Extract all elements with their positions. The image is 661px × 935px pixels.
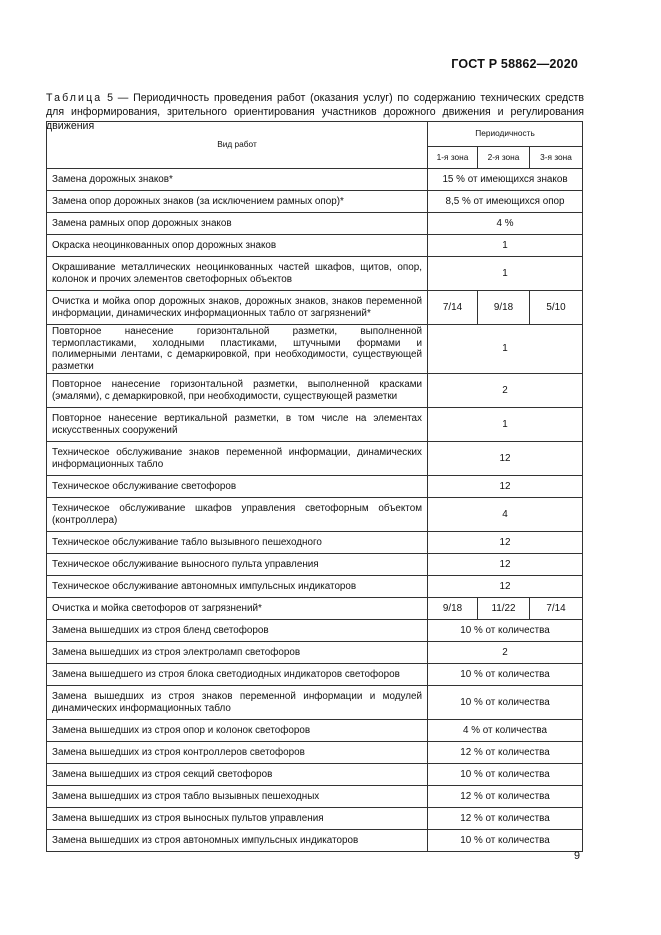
work-type-cell: Замена вышедших из строя контроллеров светофоров [47,742,428,764]
zone-1-value-cell: 9/18 [428,598,478,620]
table-row [47,554,583,576]
table-row [47,213,583,235]
work-type-cell: Замена вышедших из строя секций светофоров [47,764,428,786]
work-type-cell: Замена опор дорожных знаков (за исключением рамных опор)* [47,191,428,213]
table-row [47,620,583,642]
work-type-cell: Замена вышедших из строя бленд светофоров [47,620,428,642]
table-row [47,408,583,442]
periodicity-table [46,121,583,852]
column-header-zone-3: 3-я зона [530,147,583,169]
periodicity-value-cell: 12 [428,532,583,554]
table-row [47,325,583,374]
periodicity-value-cell: 10 % от количества [428,664,583,686]
zone-3-value-cell: 7/14 [530,598,583,620]
caption-number: 5 [107,92,113,104]
column-header-zone-2: 2-я зона [478,147,530,169]
table-body [47,169,583,852]
table-row [47,476,583,498]
work-type-cell: Замена вышедших из строя автономных импульсных индикаторов [47,830,428,852]
work-type-cell: Замена вышедших из строя опор и колонок светофоров [47,720,428,742]
table-row [47,642,583,664]
work-type-cell: Окрашивание металлических неоцинкованных частей шкафов, щитов, опор, колонок и прочих элементов светофорных объектов [47,257,428,291]
table-row [47,191,583,213]
periodicity-value-cell: 12 [428,554,583,576]
table-row [47,808,583,830]
work-type-cell: Повторное нанесение горизонтальной разметки, выполненной красками (эмалями), с демаркировкой, при необходимости, существующей разметки [47,374,428,408]
table-row [47,291,583,325]
column-header-work: Вид работ [47,122,428,169]
periodicity-value-cell: 12 % от количества [428,786,583,808]
work-type-cell: Повторное нанесение горизонтальной разметки, выполненной термопластиками, холодными пластиками, штучными формами и полимерными лентами, с демаркировкой, при необходимости, существующей разметки [47,325,428,374]
periodicity-value-cell: 10 % от количества [428,830,583,852]
periodicity-value-cell: 10 % от количества [428,686,583,720]
table-row [47,598,583,620]
table-row [47,830,583,852]
document-code: ГОСТ Р 58862—2020 [451,57,578,71]
work-type-cell: Замена вышедших из строя электроламп светофоров [47,642,428,664]
work-type-cell: Замена вышедших из строя табло вызывных пешеходных [47,786,428,808]
table-row [47,764,583,786]
table-row [47,664,583,686]
caption-label: Таблица [46,92,103,104]
table-row [47,686,583,720]
work-type-cell: Повторное нанесение вертикальной разметки, в том числе на элементах искусственных сооружений [47,408,428,442]
work-type-cell: Замена дорожных знаков* [47,169,428,191]
periodicity-value-cell: 15 % от имеющихся знаков [428,169,583,191]
periodicity-value-cell: 12 % от количества [428,808,583,830]
periodicity-value-cell: 1 [428,325,583,374]
periodicity-value-cell: 12 % от количества [428,742,583,764]
table-row [47,374,583,408]
work-type-cell: Техническое обслуживание шкафов управления светофорным объектом (контроллера) [47,498,428,532]
zone-2-value-cell: 11/22 [478,598,530,620]
periodicity-value-cell: 12 [428,476,583,498]
work-type-cell: Техническое обслуживание выносного пульта управления [47,554,428,576]
work-type-cell: Замена вышедших из строя выносных пультов управления [47,808,428,830]
periodicity-value-cell: 1 [428,235,583,257]
work-type-cell: Техническое обслуживание табло вызывного пешеходного [47,532,428,554]
work-type-cell: Техническое обслуживание знаков переменной информации, динамических информационных табло [47,442,428,476]
table-row [47,576,583,598]
table-row [47,235,583,257]
zone-1-value-cell: 7/14 [428,291,478,325]
zone-3-value-cell: 5/10 [530,291,583,325]
periodicity-value-cell: 4 % [428,213,583,235]
periodicity-value-cell: 2 [428,374,583,408]
periodicity-value-cell: 2 [428,642,583,664]
table-row [47,786,583,808]
periodicity-value-cell: 12 [428,442,583,476]
work-type-cell: Очистка и мойка светофоров от загрязнений* [47,598,428,620]
work-type-cell: Замена рамных опор дорожных знаков [47,213,428,235]
periodicity-value-cell: 10 % от количества [428,620,583,642]
work-type-cell: Замена вышедших из строя знаков переменной информации и модулей динамических информационных табло [47,686,428,720]
table-row [47,442,583,476]
table-row [47,257,583,291]
work-type-cell: Окраска неоцинкованных опор дорожных знаков [47,235,428,257]
work-type-cell: Очистка и мойка опор дорожных знаков, дорожных знаков, знаков переменной информации, динамических информационных табло от загрязнений* [47,291,428,325]
table-row [47,532,583,554]
work-type-cell: Техническое обслуживание автономных импульсных индикаторов [47,576,428,598]
caption-text: — Периодичность проведения работ (оказания услуг) по содержанию технических средств для информирования, зрительного ориентирования участников дорожного движения и регулирования движения [46,92,584,132]
work-type-cell: Замена вышедшего из строя блока светодиодных индикаторов светофоров [47,664,428,686]
table-row [47,498,583,532]
table-row [47,742,583,764]
work-type-cell: Техническое обслуживание светофоров [47,476,428,498]
zone-2-value-cell: 9/18 [478,291,530,325]
periodicity-value-cell: 12 [428,576,583,598]
periodicity-value-cell: 8,5 % от имеющихся опор [428,191,583,213]
periodicity-value-cell: 10 % от количества [428,764,583,786]
periodicity-value-cell: 1 [428,408,583,442]
page-number: 9 [573,850,580,862]
periodicity-value-cell: 4 [428,498,583,532]
column-header-period: Периодичность [428,122,583,147]
periodicity-value-cell: 4 % от количества [428,720,583,742]
column-header-zone-1: 1-я зона [428,147,478,169]
periodicity-value-cell: 1 [428,257,583,291]
table-row [47,720,583,742]
table-row [47,169,583,191]
